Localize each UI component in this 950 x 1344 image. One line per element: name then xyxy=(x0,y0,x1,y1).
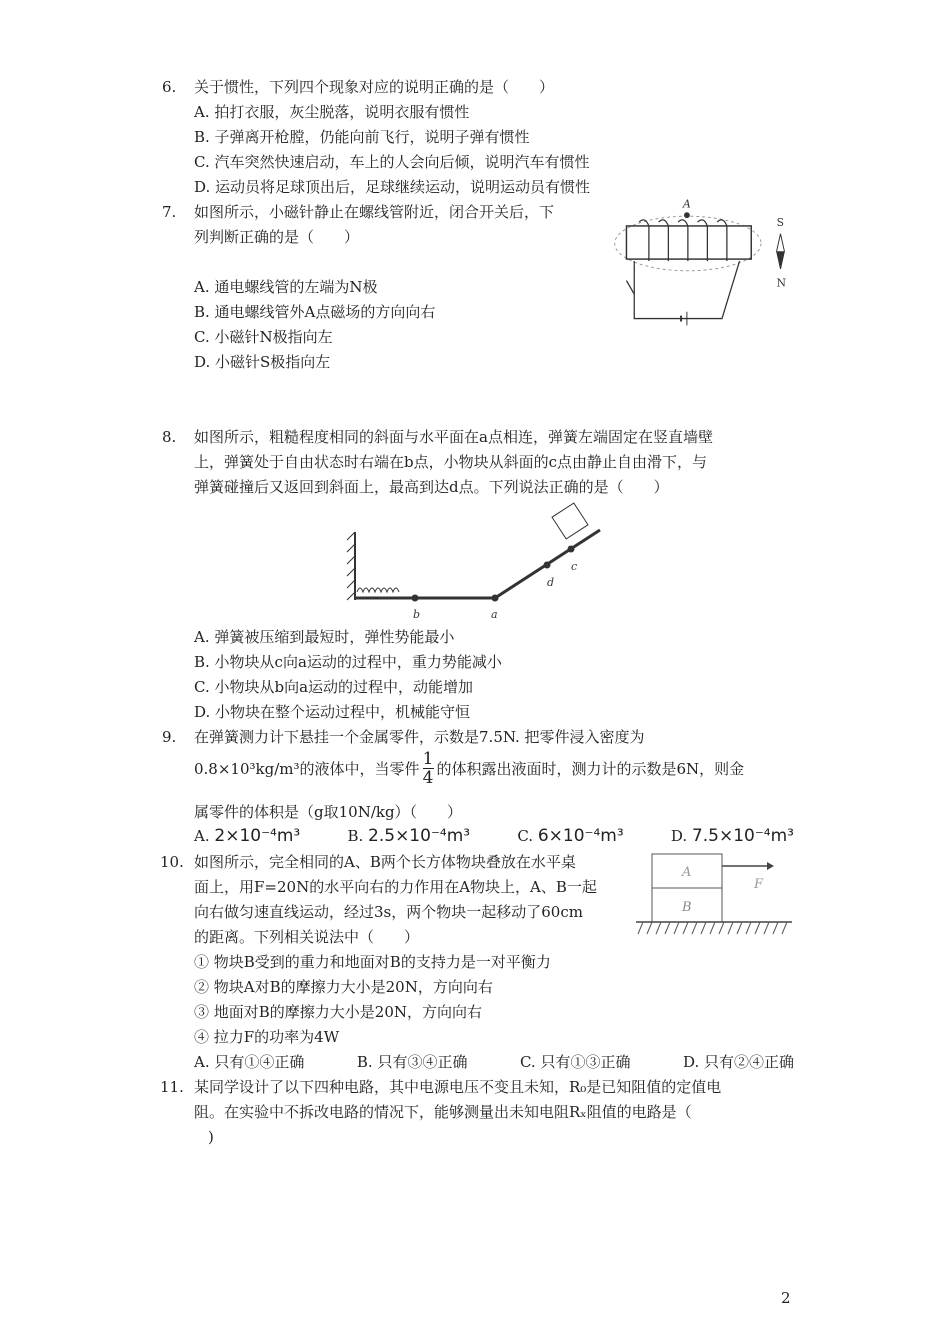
q7-stem-line1: 如图所示，小磁针静止在螺线管附近，闭合开关后，下 xyxy=(194,203,555,221)
q8-option-d: D. 小物块在整个运动过程中，机械能守恒 xyxy=(194,703,471,721)
q6-option-a: A. 拍打衣服，灰尘脱落，说明衣服有惯性 xyxy=(194,103,470,121)
compass-s-label: S xyxy=(776,215,784,229)
q9-option-c xyxy=(517,826,623,846)
option-value: 7.5×10⁻⁴m³ xyxy=(691,826,794,846)
option-label: C. xyxy=(517,827,534,845)
q9-stem-line1: 在弹簧测力计下悬挂一个金属零件，示数是7.5N. 把零件浸入密度为 xyxy=(194,728,645,746)
q10-stem-line4: 的距离。下列相关说法中（ ） xyxy=(194,928,420,946)
q8-stem-line3: 弹簧碰撞后又返回到斜面上，最高到达d点。下列说法正确的是（ ） xyxy=(194,478,669,496)
solenoid-figure xyxy=(605,195,800,330)
q10-number: 10. xyxy=(160,853,184,871)
fraction-numerator: 1 xyxy=(422,749,434,769)
q10-statement-4: ④ 拉力F的功率为4W xyxy=(194,1028,340,1046)
fraction-one-quarter xyxy=(423,750,434,787)
q6-option-d: D. 运动员将足球顶出后，足球继续运动，说明运动员有惯性 xyxy=(194,178,591,196)
option-label: B. xyxy=(347,827,364,845)
q8-option-a: A. 弹簧被压缩到最短时，弹性势能最小 xyxy=(194,628,455,646)
q9-number: 9. xyxy=(162,728,177,746)
point-a-label: A xyxy=(683,197,691,211)
q8-stem-line2: 上，弹簧处于自由状态时右端在b点，小物块从斜面的c点由静止自由滑下，与 xyxy=(194,453,708,471)
option-value: 2.5×10⁻⁴m³ xyxy=(368,826,471,846)
point-d-label: d xyxy=(547,576,555,589)
force-f-label: F xyxy=(754,877,764,892)
q10-option-b: B. 只有③④正确 xyxy=(356,1053,468,1071)
q11-stem-line2: 阻。在实验中不拆改电路的情况下，能够测量出未知电阻Rₓ阻值的电路是（ xyxy=(194,1103,692,1121)
q6-number: 6. xyxy=(162,78,177,96)
q8-number: 8. xyxy=(162,428,177,446)
page-number: 2 xyxy=(781,1289,791,1307)
q10-option-d: D. 只有②④正确 xyxy=(682,1053,794,1071)
q10-stem-line2: 面上，用F=20N的水平向右的力作用在A物块上，A、B一起 xyxy=(194,878,597,896)
stacked-blocks-figure xyxy=(632,850,797,942)
q6-option-c: C. 汽车突然快速启动，车上的人会向后倾，说明汽车有惯性 xyxy=(194,153,590,171)
q11-stem-line3: ) xyxy=(208,1128,214,1146)
point-c-label: c xyxy=(571,560,578,573)
point-a-label: a xyxy=(491,608,498,621)
q10-stem-line1: 如图所示，完全相同的A、B两个长方体物块叠放在水平桌 xyxy=(194,853,576,871)
q9-stem-line3: 属零件的体积是（g取10N/kg）（ ） xyxy=(194,803,463,821)
q6-option-b: B. 子弹离开枪膛，仍能向前飞行，说明子弹有惯性 xyxy=(194,128,530,146)
compass-n-label: N xyxy=(776,276,786,290)
q10-statement-1: ① 物块B受到的重力和地面对B的支持力是一对平衡力 xyxy=(194,953,551,971)
q8-option-c: C. 小物块从b向a运动的过程中，动能增加 xyxy=(194,678,474,696)
q10-options-row xyxy=(194,1052,794,1072)
q9-option-d xyxy=(671,826,794,846)
q9-stem-line2b: 的体积露出液面时，测力计的示数是6N，则金 xyxy=(436,759,745,778)
q9-option-b xyxy=(347,826,470,846)
q10-stem-line3: 向右做匀速直线运动，经过3s，两个物块一起移动了60cm xyxy=(194,903,583,921)
q9-option-a xyxy=(194,826,300,846)
q8-option-b: B. 小物块从c向a运动的过程中，重力势能减小 xyxy=(194,653,502,671)
q7-option-a: A. 通电螺线管的左端为N极 xyxy=(194,278,378,296)
q7-option-c: C. 小磁针N极指向左 xyxy=(194,328,333,346)
q10-statement-3: ③ 地面对B的摩擦力大小是20N，方向向右 xyxy=(194,1003,483,1021)
option-label: D. xyxy=(670,827,688,845)
q10-option-c: C. 只有①③正确 xyxy=(519,1053,631,1071)
q10-option-a: A. 只有①④正确 xyxy=(194,1053,305,1071)
block-b-label: B xyxy=(682,900,692,915)
q6-stem: 关于惯性，下列四个现象对应的说明正确的是（ ） xyxy=(194,78,555,96)
q10-statement-2: ② 物块A对B的摩擦力大小是20N，方向向右 xyxy=(194,978,493,996)
incline-figure xyxy=(345,502,610,624)
q9-options-row xyxy=(194,826,794,846)
option-label: A. xyxy=(194,827,210,845)
q7-number: 7. xyxy=(162,203,177,221)
point-b-label: b xyxy=(413,608,421,621)
block-a-label: A xyxy=(682,865,692,880)
fraction-denominator: 4 xyxy=(422,768,434,788)
q7-option-b: B. 通电螺线管外A点磁场的方向向右 xyxy=(194,303,436,321)
option-value: 2×10⁻⁴m³ xyxy=(214,826,301,846)
option-value: 6×10⁻⁴m³ xyxy=(537,826,624,846)
q7-option-d: D. 小磁针S极指向左 xyxy=(194,353,331,371)
q7-stem-line2: 列判断正确的是（ ） xyxy=(194,228,360,246)
q11-stem-line1: 某同学设计了以下四种电路，其中电源电压不变且未知，R₀是已知阻值的定值电 xyxy=(194,1078,722,1096)
force-arrow-icon xyxy=(767,862,774,870)
q8-stem-line1: 如图所示，粗糙程度相同的斜面与水平面在a点相连，弹簧左端固定在竖直墙壁 xyxy=(194,428,713,446)
q11-number: 11. xyxy=(160,1078,184,1096)
q9-stem-line2a: 0.8×10³kg/m³的液体中，当零件 xyxy=(194,759,420,778)
q9-stem-line2 xyxy=(194,750,744,787)
